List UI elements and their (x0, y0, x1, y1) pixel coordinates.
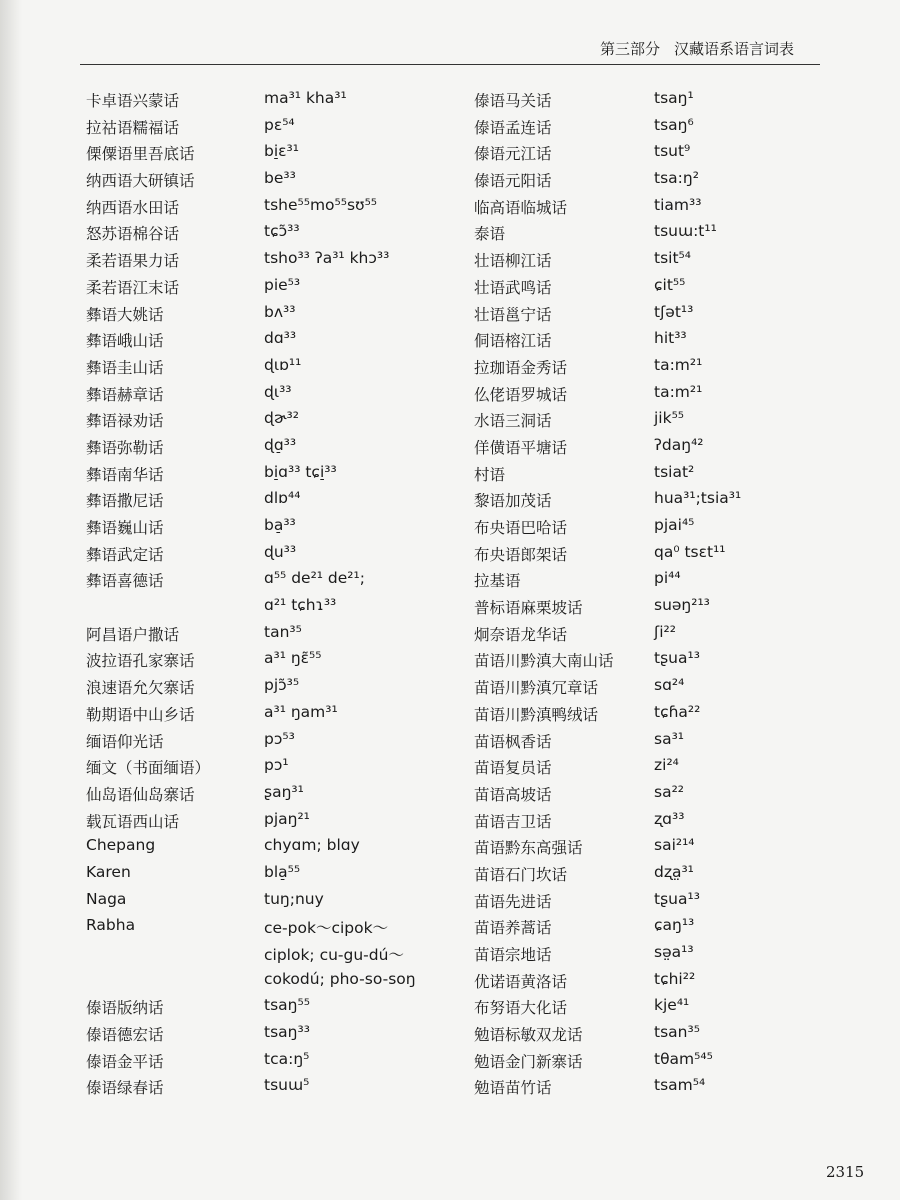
dialect-name: 卡卓语兴蒙话 (86, 92, 180, 110)
dialect-name: 壮语柳江话 (474, 252, 552, 271)
dialect-name: 拉基语 (474, 572, 521, 591)
word-form: pjɔ̃³⁵ (264, 676, 300, 695)
dialect-name: 傈僳语里吾底话 (86, 145, 195, 164)
dialect-name: 勒期语中山乡话 (86, 705, 195, 724)
dialect-name: 怒苏语棉谷话 (86, 225, 180, 244)
word-form: tca:ŋ⁵ (264, 1049, 310, 1068)
word-form: pɔ⁵³ (264, 729, 295, 748)
word-form: pie⁵³ (264, 275, 301, 294)
dialect-name: 傣语元江话 (474, 145, 552, 164)
word-form: tθam⁵⁴⁵ (654, 1049, 713, 1068)
page-number: 2315 (826, 1163, 865, 1181)
word-form: pɛ⁵⁴ (264, 115, 295, 134)
dialect-name: 普标语麻栗坡话 (474, 599, 583, 618)
word-form: ɑ²¹ tɕhɿ³³ (264, 596, 337, 615)
word-form: suəŋ²¹³ (654, 596, 710, 615)
word-form: tsaŋ¹ (654, 89, 694, 107)
word-form: ʃi²² (654, 622, 676, 641)
word-form: tsan³⁵ (654, 1023, 700, 1042)
dialect-name: 阿昌语户撒话 (86, 625, 180, 644)
dialect-name: 壮语武鸣话 (474, 278, 552, 297)
dialect-name: 傣语版纳话 (86, 999, 164, 1018)
word-form: tɕɔ̃³³ (264, 222, 300, 241)
word-form: ɖu³³ (264, 542, 297, 561)
word-form: jik⁵⁵ (654, 409, 685, 428)
word-form: tsuɯ⁵ (264, 1076, 310, 1095)
word-form: qa⁰ tsɛt¹¹ (654, 542, 726, 561)
word-form: tsaŋ³³ (264, 1023, 310, 1042)
dialect-name: Rabha (86, 916, 136, 935)
dialect-name: 浪速语允欠寨话 (86, 679, 195, 698)
word-form: ta:m²¹ (654, 382, 703, 401)
dialect-name: 波拉语孔家寨话 (86, 652, 195, 671)
word-form: chyɑm; blɑy (264, 836, 360, 855)
header-rule (80, 64, 820, 65)
dialect-name: 布央语巴哈话 (474, 519, 568, 537)
dialect-name: Chepang (86, 836, 156, 855)
word-form: tiam³³ (654, 195, 702, 214)
dialect-name: 彝语南华话 (86, 465, 164, 484)
word-form: ʂaŋ³¹ (264, 782, 304, 801)
dialect-name: 傣语金平话 (86, 1052, 164, 1071)
dialect-name: 纳西语大研镇话 (86, 172, 195, 191)
dialect-name: 苗语复员话 (474, 759, 552, 778)
word-form: tsa:ŋ² (654, 169, 699, 188)
dialect-name: 临高语临城话 (474, 198, 568, 217)
dialect-name: 彝语大姚话 (86, 305, 164, 324)
dialect-name: 彝语撒尼话 (86, 492, 164, 511)
word-form: sə̤a¹³ (654, 943, 694, 961)
dialect-name: 柔若语江末话 (86, 278, 180, 297)
word-form: dlɒ⁴⁴ (264, 489, 301, 508)
word-form: bʌ³³ (264, 302, 296, 321)
word-form: tɕhi²² (654, 969, 696, 988)
word-form: ʐɑ³³ (654, 809, 685, 828)
dialect-name: 苗语黔东高强话 (474, 839, 583, 858)
word-form: dʐa̤³¹ (654, 862, 694, 881)
word-form: tan³⁵ (264, 622, 302, 641)
word-form: ɖɩ³³ (264, 382, 292, 401)
dialect-name: 侗语榕江话 (474, 332, 552, 351)
dialect-name: 彝语巍山话 (86, 519, 164, 537)
dialect-name: 载瓦语西山话 (86, 812, 180, 831)
dialect-name: 勉语标敏双龙话 (474, 1026, 583, 1045)
dialect-name: 仙岛语仙岛寨话 (86, 785, 195, 804)
dialect-name: 彝语喜德话 (86, 572, 164, 591)
dialect-name: 勉语苗竹话 (474, 1079, 552, 1098)
word-form: cokodú; pho-so-soŋ (264, 969, 416, 988)
word-form: tsuɯ:t¹¹ (654, 222, 717, 241)
dialect-name: 傣语德宏话 (86, 1026, 164, 1045)
dialect-name: 布努语大化话 (474, 999, 568, 1018)
word-form: ɑ⁵⁵ de²¹ de²¹; (264, 569, 365, 588)
word-form: tʃət¹³ (654, 302, 694, 321)
header-part: 第三部分 (600, 40, 661, 58)
dialect-name: 苗语川黔滇大南山话 (474, 652, 614, 671)
word-form: ma³¹ kha³¹ (264, 89, 347, 107)
word-form: ɖɚ³² (264, 409, 299, 428)
word-form: pi⁴⁴ (654, 569, 681, 588)
word-form: ɕit⁵⁵ (654, 275, 686, 294)
word-form: tuŋ;nuy (264, 889, 324, 908)
word-form: sɑ²⁴ (654, 676, 685, 695)
dialect-name: 彝语弥勒话 (86, 438, 164, 457)
dialect-name: 拉珈语金秀话 (474, 358, 568, 377)
dialect-name: 缅语仰光话 (86, 732, 164, 751)
dialect-name: 拉祜语糯福话 (86, 118, 180, 137)
word-form: tsit⁵⁴ (654, 249, 691, 268)
word-form: sa³¹ (654, 729, 685, 748)
dialect-name: 苗语吉卫话 (474, 812, 552, 831)
word-form: tɕɦa²² (654, 702, 701, 721)
dialect-name: 黎语加茂话 (474, 492, 552, 511)
word-form: tsaŋ⁶ (654, 115, 694, 134)
header-title: 汉藏语系语言词表 (674, 40, 795, 58)
word-form: bla̠⁵⁵ (264, 862, 301, 881)
word-form: ɖɑ̠³³ (264, 435, 297, 454)
dialect-name: 彝语禄劝话 (86, 412, 164, 431)
word-form: tsut⁹ (654, 142, 691, 161)
word-form: dɑ³³ (264, 329, 297, 348)
page-edge-shadow (0, 0, 22, 1200)
dialect-name: 苗语养蒿话 (474, 919, 552, 938)
dialect-name: Karen (86, 862, 131, 881)
word-form: tsho³³ ʔa³¹ khɔ³³ (264, 249, 390, 268)
dialect-name: 苗语石门坎话 (474, 865, 568, 884)
word-form: tsaŋ⁵⁵ (264, 996, 310, 1015)
word-form: pɔ¹ (264, 756, 289, 775)
word-form: ba̠³³ (264, 516, 296, 534)
word-form: pjai⁴⁵ (654, 516, 695, 534)
word-form: tsam⁵⁴ (654, 1076, 706, 1095)
dialect-name: 傣语马关话 (474, 92, 552, 110)
dialect-name: 苗语川黔滇鸭绒话 (474, 705, 599, 724)
word-form: ɕaŋ¹³ (654, 916, 695, 935)
dialect-name: 苗语枫香话 (474, 732, 552, 751)
word-form: ciplok; cu-gu-dú～ (264, 946, 404, 964)
dialect-name: 炯奈语龙华话 (474, 625, 568, 644)
dialect-name: 村语 (474, 465, 506, 484)
dialect-name: 佯僙语平塘话 (474, 438, 568, 457)
word-form: hit³³ (654, 329, 687, 348)
dialect-name: 彝语赫章话 (86, 385, 164, 404)
word-form: tsiat² (654, 462, 695, 481)
word-form: kje⁴¹ (654, 996, 690, 1015)
word-form: bi̠ɛ³¹ (264, 142, 299, 161)
word-form: tshe⁵⁵mo⁵⁵sʊ⁵⁵ (264, 195, 378, 214)
dialect-name: 勉语金门新寨话 (474, 1052, 583, 1071)
dialect-name: 水语三洞话 (474, 412, 552, 431)
word-form: be³³ (264, 169, 296, 188)
word-form: tʂua¹³ (654, 649, 700, 668)
dialect-name: 泰语 (474, 225, 506, 244)
word-form: sai²¹⁴ (654, 836, 695, 855)
word-form: pjaŋ²¹ (264, 809, 310, 828)
dialect-name: 傣语孟连话 (474, 118, 552, 137)
dialect-name: 彝语武定话 (86, 545, 164, 564)
word-form: sa²² (654, 782, 685, 801)
dialect-name: Naga (86, 889, 127, 908)
dialect-name: 布央语郎架话 (474, 545, 568, 564)
dialect-name: 纳西语水田话 (86, 198, 180, 217)
word-form: zi²⁴ (654, 756, 679, 775)
dialect-name: 苗语先进话 (474, 892, 552, 911)
dialect-name: 苗语宗地话 (474, 946, 552, 964)
dialect-name: 壮语邕宁话 (474, 305, 552, 324)
word-form: a³¹ ŋam³¹ (264, 702, 338, 721)
dialect-name: 苗语川黔滇冗章话 (474, 679, 599, 698)
dialect-name: 彝语圭山话 (86, 358, 164, 377)
word-form: ce-pok～cipok～ (264, 919, 389, 938)
dialect-name: 仫佬语罗城话 (474, 385, 568, 404)
dialect-name: 缅文（书面缅语） (86, 759, 211, 778)
word-form: ta:m²¹ (654, 355, 703, 374)
dialect-name: 傣语元阳话 (474, 172, 552, 191)
dialect-name: 苗语高坡话 (474, 785, 552, 804)
word-form: ɖɩɒ¹¹ (264, 355, 302, 374)
dialect-name: 柔若语果力话 (86, 252, 180, 271)
word-form: bi̠ɑ³³ tɕi̠³³ (264, 462, 337, 481)
word-form: tʂua¹³ (654, 889, 700, 908)
dialect-name: 彝语峨山话 (86, 332, 164, 351)
word-form: hua³¹;tsia³¹ (654, 489, 742, 508)
dialect-name: 优诺语黄洛话 (474, 972, 568, 991)
running-header (600, 38, 860, 59)
word-form: ʔdaŋ⁴² (654, 435, 704, 454)
word-form: a³¹ ŋɛ̃⁵⁵ (264, 649, 322, 668)
dialect-name: 傣语绿春话 (86, 1079, 164, 1098)
